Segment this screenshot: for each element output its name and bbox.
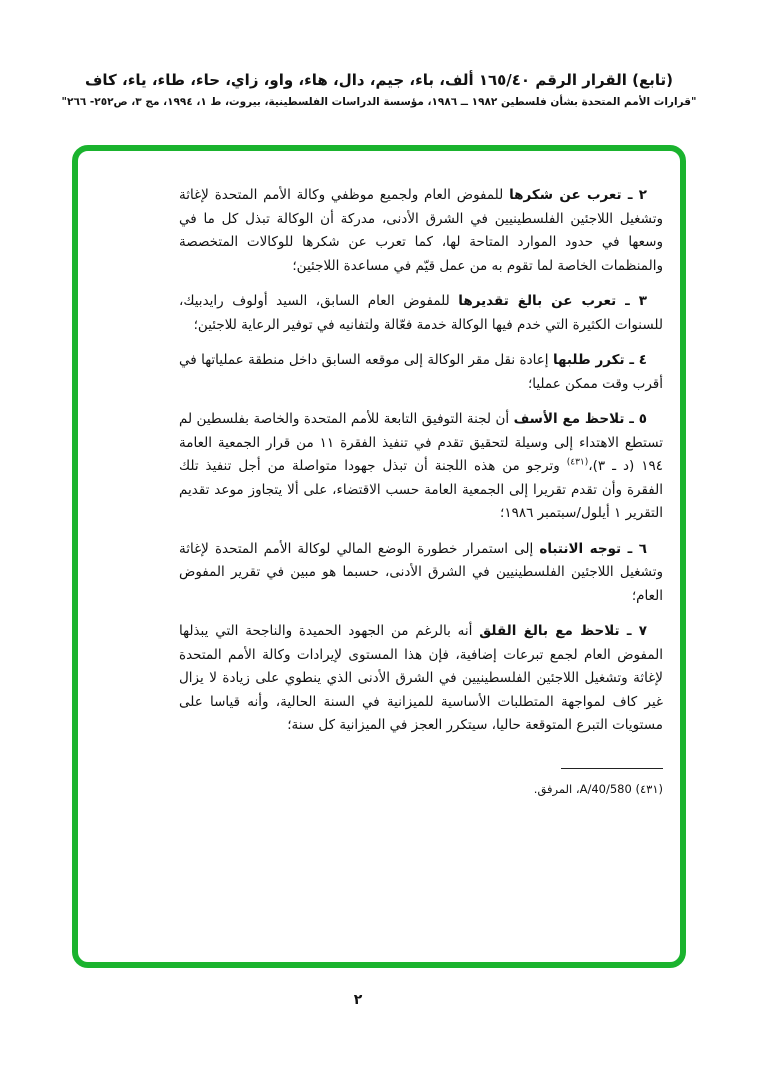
clause-paragraph-6 bbox=[179, 538, 663, 609]
clause-text-continued: وترجو من هذه اللجنة أن تبذل جهودا متواصلة من أجل تنفيذ تلك الفقرة وأن تقدم تقريرا إلى الجمعية العامة حسب الاقتضاء، على ألا يتجاوز موعد تقديم التقرير ١ أيلول/سبتمبر ١٩٨٦؛ bbox=[179, 458, 663, 521]
clause-paragraph-4 bbox=[179, 349, 663, 396]
clause-paragraph-2 bbox=[179, 184, 663, 278]
clause-lead-text: تلاحظ مع بالغ القلق bbox=[479, 623, 620, 639]
clause-number: ٣ bbox=[638, 293, 647, 309]
footnote-block bbox=[179, 758, 663, 798]
footnote-document-symbol: A/40/580 bbox=[579, 782, 632, 796]
clause-text: للمفوض العام ولجميع موظفي وكالة الأمم المتحدة لإغاثة وتشغيل اللاجئين الفلسطينيين في الشرق الأدنى، مدركة أن الوكالة تبذل كل ما في وسعها في حدود الموارد المتاحة لها، كما تعرب عن شكرها للوكالات المتخصصة والمنظمات الخاصة لما تقوم به من عمل قيّم في مساعدة اللاجئين؛ bbox=[179, 187, 663, 274]
clause-dash: ـ bbox=[626, 623, 632, 639]
clause-lead bbox=[539, 541, 647, 557]
clause-lead bbox=[514, 411, 647, 427]
page-header bbox=[0, 70, 758, 109]
clause-dash: ـ bbox=[627, 187, 633, 203]
clause-lead bbox=[553, 352, 647, 368]
clause-number: ٧ bbox=[638, 623, 647, 639]
clause-number: ٥ bbox=[638, 411, 648, 427]
footnote-number: (٤٣١) bbox=[635, 782, 663, 796]
clause-lead-text: تلاحظ مع الأسف bbox=[513, 411, 625, 427]
footnote-tail: ، المرفق. bbox=[533, 782, 580, 796]
clause-paragraph-7 bbox=[179, 620, 663, 738]
clause-number: ٦ bbox=[638, 540, 647, 557]
clause-paragraph-3 bbox=[179, 290, 663, 337]
clause-lead-text: تعرب عن شكرها bbox=[509, 187, 622, 203]
clause-dash: ـ bbox=[629, 411, 634, 427]
clause-dash: ـ bbox=[625, 293, 630, 309]
clause-lead bbox=[509, 187, 647, 203]
footnote-marker-sup: (٤٣١) bbox=[566, 457, 589, 468]
footnote-separator-rule bbox=[561, 768, 663, 769]
resolution-body bbox=[179, 184, 663, 797]
clause-lead bbox=[458, 293, 647, 309]
clause-dash: ـ bbox=[627, 540, 633, 557]
clause-text: إعادة نقل مقر الوكالة إلى موقعه السابق داخل منطقة عملياتها في أقرب وقت ممكن عمليا؛ bbox=[179, 352, 663, 392]
clause-lead-text: تكرر طلبها bbox=[552, 352, 625, 368]
clause-number: ٢ bbox=[638, 187, 647, 203]
page-number: ٢ bbox=[353, 992, 363, 1008]
clause-number: ٤ bbox=[638, 352, 648, 368]
clause-text: للمفوض العام السابق، السيد أولوف رايدبيك، للسنوات الكثيرة التي خدم فيها الوكالة خدمة فعّالة ولتفانيه في توفير الرعاية للاجئين؛ bbox=[179, 293, 663, 333]
clause-text: أنه بالرغم من الجهود الحميدة والناجحة التي يبذلها المفوض العام لجمع تبرعات إضافية، فإن هذا المستوى لإيرادات وكالة الأمم المتحدة لإغاثة وتشغيل اللاجئين الفلسطينيين في الشرق الأدنى الذي ينطوي على زيادة لا يزال غير كاف لمواجهة المتطلبات الأساسية للميزانية في السنة الحالية، وأنه قياسا على مستويات التبرع المتوقعة حاليا، سيتكرر العجز في الميزانية كل سنة؛ bbox=[179, 623, 663, 733]
clause-paragraph-5 bbox=[179, 408, 663, 526]
clause-text: أن لجنة التوفيق التابعة للأمم المتحدة والخاصة بفلسطين لم تستطع الاهتداء إلى وسيلة لتحقيق تقدم في تنفيذ الفقرة ١١ من قرار الجمعية العامة ١٩٤ (د ـ ٣)، bbox=[179, 411, 663, 474]
green-content-frame bbox=[72, 145, 686, 968]
clause-dash: ـ bbox=[629, 352, 634, 368]
resolution-title: (تابع) القرار الرقم ١٦٥/٤٠ ألف، باء، جيم، دال، هاء، واو، زاي، حاء، طاء، ياء، كاف bbox=[85, 71, 673, 89]
clause-text: إلى استمرار خطورة الوضع المالي لوكالة الأمم المتحدة لإغاثة وتشغيل اللاجئين الفلسطينيين في الشرق الأدنى، حسبما هو مبين في تقرير المفوض العام؛ bbox=[179, 540, 663, 604]
source-citation: "قرارات الأمم المتحدة بشأن فلسطين ١٩٨٢ ــ ١٩٨٦، مؤسسة الدراسات الفلسطينية، بيروت، ط ١، ١٩٩٤، مج ٣، ص٢٥٢- ٢٦٦" bbox=[61, 96, 697, 108]
clause-lead-text: توجه الانتباه bbox=[539, 540, 622, 557]
clause-lead-text: تعرب عن بالغ تقديرها bbox=[458, 293, 617, 309]
footnote-text bbox=[203, 781, 663, 797]
clause-lead bbox=[479, 623, 647, 639]
